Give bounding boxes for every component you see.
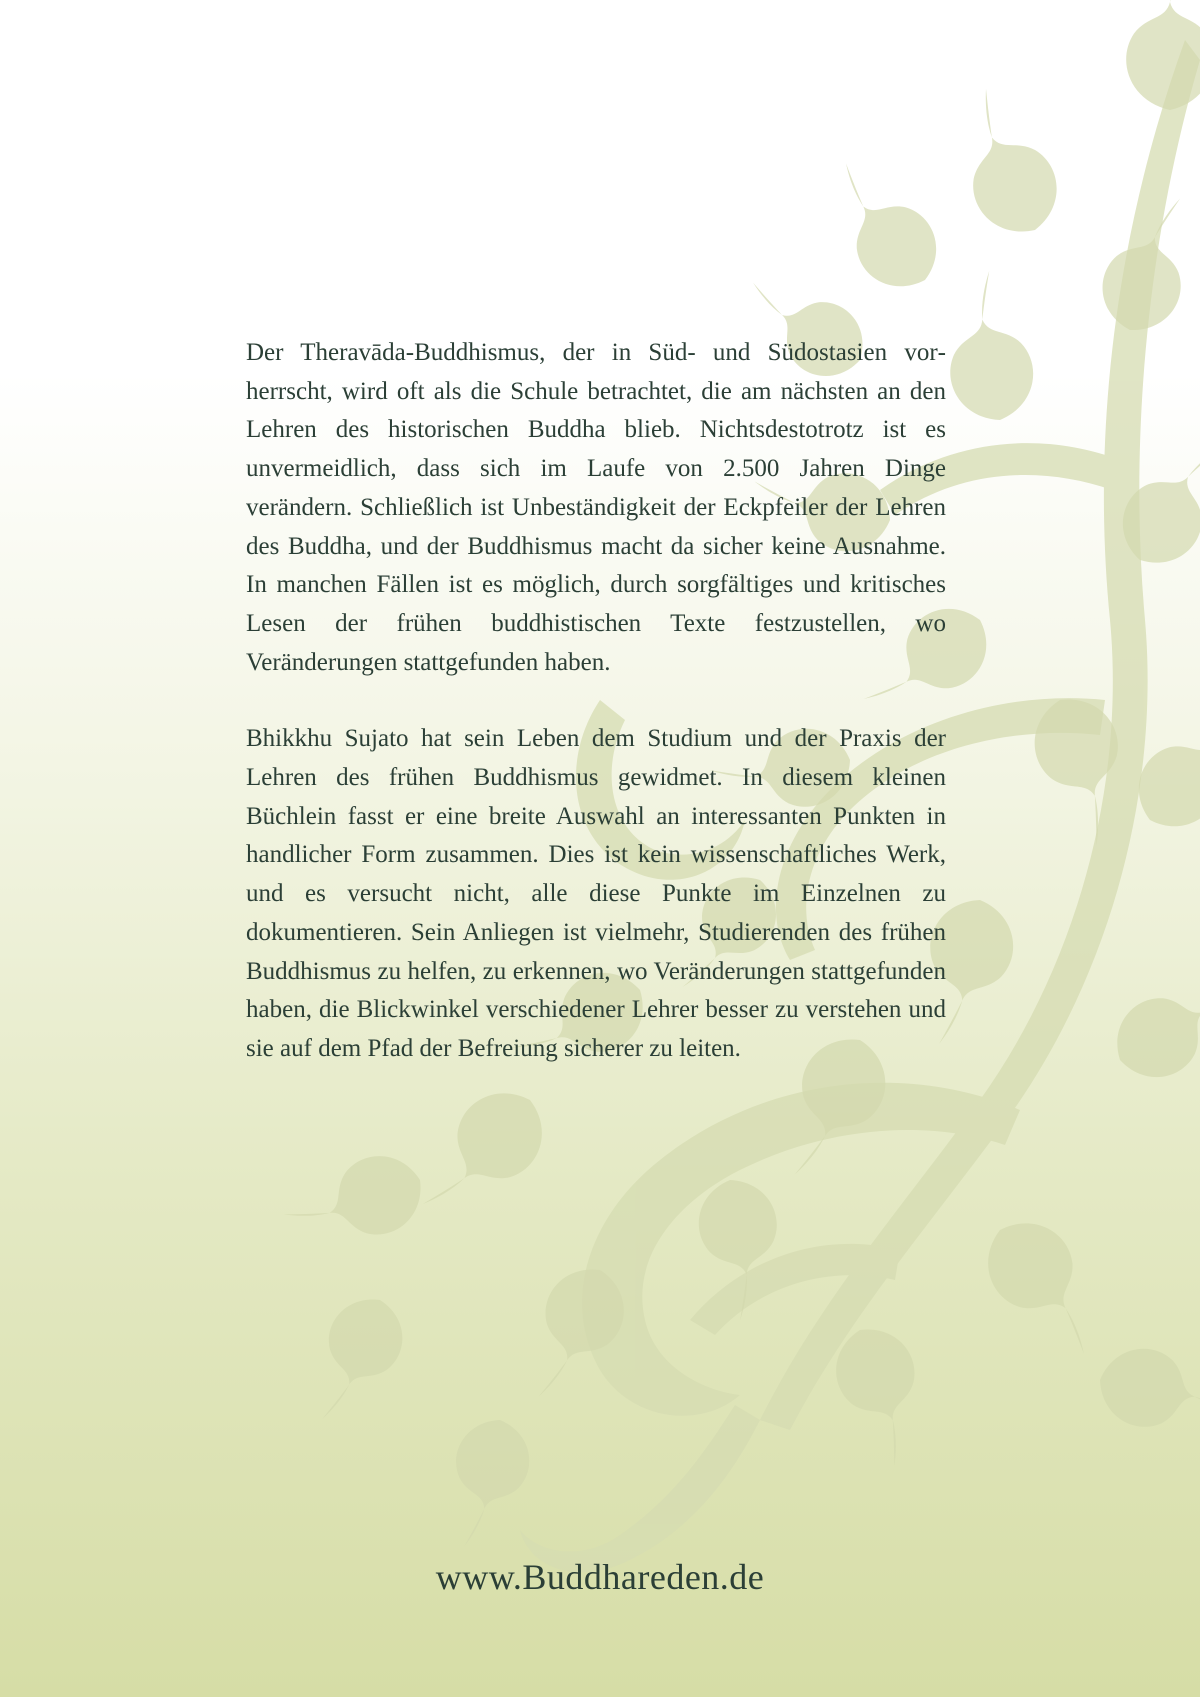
back-cover-text: [246, 334, 946, 1107]
description-paragraph-1: Der Theravāda-Buddhismus, der in Süd- und Südostasien vorherrscht, wird oft als die Schule betrachtet, die am nächsten an den Lehren des historischen Buddha blieb. Nichtsdestotrotz ist es unvermeidlich, dass sich im Laufe von 2.500 Jahren Dinge verändern. Schließlich ist Unbeständigkeit der Eckpfeiler der Lehren des Buddha, und der Buddhismus macht da sicher keine Ausnahme. In manchen Fällen ist es möglich, durch sorgfältiges und kritisches Lesen der frühen buddhistischen Texte festzustellen, wo Veränderungen stattgefunden haben.: [246, 339, 946, 676]
description-paragraph-2: Bhikkhu Sujato hat sein Leben dem Studium und der Praxis der Lehren des frühen Buddhismus gewidmet. In diesem kleinen Büchlein fasst er eine breite Auswahl an interessanten Punkten in handlicher Form zusammen. Dies ist kein wissenschaftliches Werk, und es versucht nicht, alle diese Punkte im Einzelnen zu dokumentieren. Sein Anliegen ist vielmehr, Studierenden des frühen Buddhismus zu helfen, zu erkennen, wo Veränderungen stattgefunden haben, die Blickwinkel verschiedener Lehrer besser zu verstehen und sie auf dem Pfad der Befreiung sicherer zu leiten.: [246, 725, 946, 1062]
website-url: www.Buddhareden.de: [435, 1557, 765, 1597]
